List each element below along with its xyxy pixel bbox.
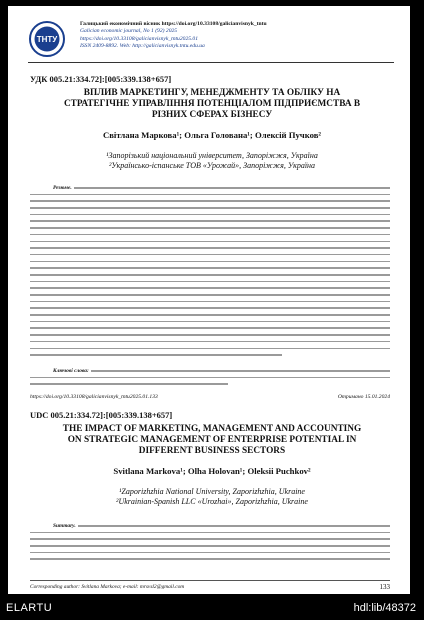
affiliations-en: [42, 487, 382, 507]
logo-text: ТНТУ: [36, 35, 58, 44]
authors-ua: Світлана Маркова¹; Ольга Голована¹; Олексій Пучков²: [102, 130, 322, 140]
university-logo-icon: [28, 20, 66, 58]
authors-en: Svitlana Markova¹; Olha Holovan¹; Oleksii Puchkov²: [113, 466, 311, 476]
affiliation-line: ²Ukrainian-Spanish LLC «Urozhai», Zaporizhzhia, Ukraine: [116, 497, 308, 506]
journal-issn-line: ISSN 2409-8892. Web: http://galicianvisnyk.tntu.edu.ua: [80, 42, 205, 49]
title-line: ON STRATEGIC MANAGEMENT OF ENTERPRISE POTENTIAL IN: [67, 435, 357, 445]
journal-doi-line: https://doi.org/10.33108/galicianvisnyk_tntu2025.01: [80, 35, 199, 42]
corresponding-author: Corresponding author: Svitlana Markova; e-mail: mrsvsl2@gmail.com: [30, 584, 185, 590]
journal-issue-line: Galician economic journal, No 1 (92) 2025: [80, 28, 178, 35]
affiliation-line: ¹Zaporizhzhia National University, Zaporizhzhia, Ukraine: [119, 487, 305, 496]
affiliation-line: ²Українсько-іспанське ТОВ «Урожай», Запоріжжя, Україна: [108, 161, 316, 170]
udc-code: UDC 005.21:334.72]:[005:339.138+657]: [30, 410, 173, 420]
udk-code: УДК 005.21:334.72]:[005:339.138+657]: [30, 74, 172, 84]
article-title-en: [42, 424, 382, 457]
article-title-ua: [42, 88, 382, 121]
summary-en-lines: [30, 525, 390, 565]
affiliations-ua: [42, 151, 382, 171]
summary-lead-ua: Резюме.: [53, 185, 72, 191]
title-line: СТРАТЕГІЧНЕ УПРАВЛІННЯ ПОТЕНЦІАЛОМ ПІДПРИЄМСТВА В: [63, 99, 361, 109]
received-date: Отримано 15.01.2024: [337, 394, 390, 400]
title-line: THE IMPACT OF MARKETING, MANAGEMENT AND ACCOUNTING: [62, 424, 362, 434]
keywords-lead-ua: Ключові слова:: [53, 368, 89, 374]
journal-info: [80, 21, 380, 50]
title-line: РІЗНИХ СФЕРАХ БІЗНЕСУ: [151, 110, 273, 120]
repository-handle: hdl:lib/48372: [353, 602, 416, 614]
footer-rule: [30, 580, 390, 581]
repository-name: ELARTU: [6, 602, 53, 614]
page-footer: [30, 584, 390, 590]
title-line: DIFFERENT BUSINESS SECTORS: [138, 446, 286, 456]
summary-lead-en: Summary.: [53, 523, 76, 529]
page-number: 133: [379, 583, 390, 591]
journal-header: [28, 18, 394, 63]
article-doi: https://doi.org/10.33108/galicianvisnyk_tntu2025.01.133: [30, 394, 158, 400]
document-page: [8, 6, 410, 594]
summary-ua-lines: [30, 187, 390, 361]
affiliation-line: ¹Запорізький національний університет, Запоріжжя, Україна: [106, 151, 318, 160]
title-line: ВПЛИВ МАРКЕТИНГУ, МЕНЕДЖМЕНТУ ТА ОБЛІКУ НА: [83, 88, 341, 98]
doi-row: [30, 394, 390, 400]
journal-title-line: Галицький економічний вісник https://doi.org/10.33108/galicianvisnyk_tntu: [80, 21, 267, 27]
